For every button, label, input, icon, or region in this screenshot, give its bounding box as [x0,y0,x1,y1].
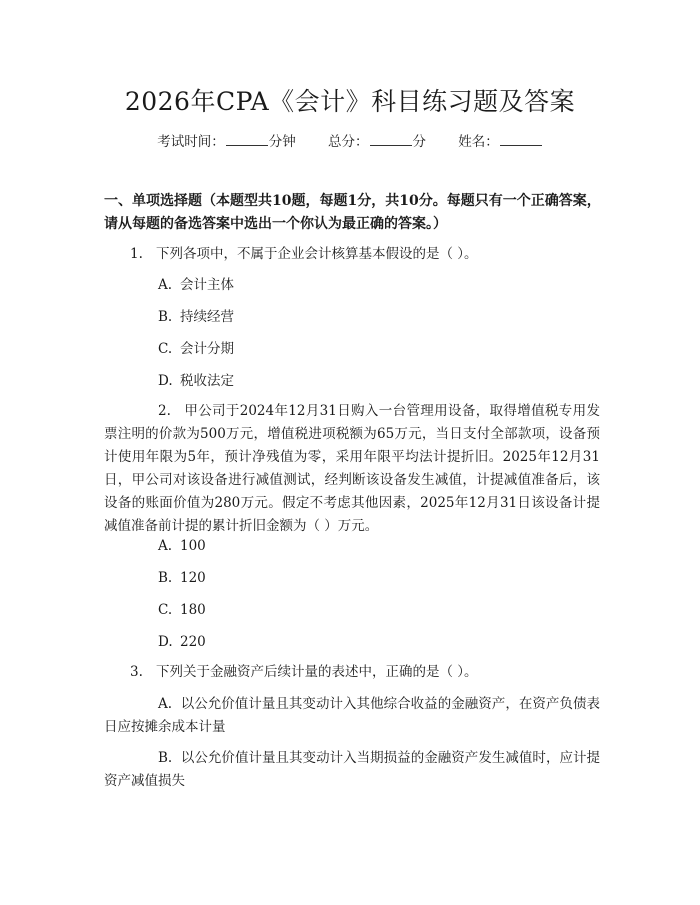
question-3-option-a[interactable] [104,693,600,739]
question-2-option-d[interactable] [158,631,206,653]
question-number: 3. [130,664,143,680]
name-field [458,130,543,150]
option-letter: A. [158,277,173,293]
name-label: 姓名： [458,134,499,150]
section-heading: 一、单项选择题（本题型共10题，每题1分，共10分。每题只有一个正确答案，请从每题的备选答案中选出一个你认为最正确的答案。） [104,193,601,232]
option-text: 会计分期 [180,341,234,357]
page-title: 2026年CPA《会计》科目练习题及答案 [124,87,576,116]
question-number: 1. [130,246,143,262]
exam-time-field [157,130,296,150]
exam-time-unit: 分钟 [268,134,296,150]
option-letter: D. [158,634,173,650]
question-1-option-b[interactable] [158,306,234,328]
option-text: 180 [180,602,206,618]
option-letter: B. [158,750,173,766]
option-letter: C. [158,341,173,357]
question-2-option-a[interactable] [158,535,206,557]
question-1-option-c[interactable] [158,338,234,360]
total-score-unit: 分 [412,134,426,150]
question-text: 下列关于金融资产后续计量的表述中，正确的是（ ）。 [156,664,478,680]
exam-time-blank[interactable] [226,133,268,146]
option-text: 会计主体 [180,277,234,293]
question-2-option-b[interactable] [158,567,206,589]
question-1-option-a[interactable] [158,274,234,296]
option-text: 持续经营 [180,309,234,325]
question-text: 下列各项中，不属于企业会计核算基本假设的是（ ）。 [156,246,478,262]
question-1 [104,243,600,266]
question-text: 甲公司于2024年12月31日购入一台管理用设备，取得增值税专用发票注明的价款为500万元，增值税进项税额为65万元，当日支付全部款项，设备预计使用年限为5年，预计净残值为零，采用年限平均法计提折旧。2025年12月31日，甲公司对该设备进行减值测试，经判断该设备发生减值，计提减值准备后，该设备的账面价值为280万元。假定不考虑其他因素，2025年12月31日该设备计提减值准备前计提的累计折旧金额为（ ）万元。 [104,403,600,534]
option-text: 以公允价值计量且其变动计入当期损益的金融资产发生减值时，应计提资产减值损失 [104,750,601,789]
option-text: 以公允价值计量且其变动计入其他综合收益的金融资产，在资产负债表日应按摊余成本计量 [104,696,600,735]
question-number: 2. [158,403,171,419]
option-text: 220 [180,634,206,650]
option-letter: C. [158,602,173,618]
name-blank[interactable] [500,133,542,146]
total-score-blank[interactable] [370,133,412,146]
total-score-field [328,130,426,150]
question-2 [104,400,600,538]
option-letter: B. [158,309,173,325]
option-letter: A. [158,696,173,712]
option-text: 税收法定 [180,373,234,389]
option-letter: A. [158,538,173,554]
total-score-label: 总分： [328,134,369,150]
option-text: 100 [180,538,206,554]
question-3 [104,661,600,684]
option-letter: B. [158,570,173,586]
question-3-option-b[interactable] [104,747,600,793]
option-text: 120 [180,570,206,586]
option-letter: D. [158,373,173,389]
exam-info-line [0,130,700,150]
exam-time-label: 考试时间： [157,134,225,150]
question-2-option-c[interactable] [158,599,206,621]
question-1-option-d[interactable] [158,370,234,392]
